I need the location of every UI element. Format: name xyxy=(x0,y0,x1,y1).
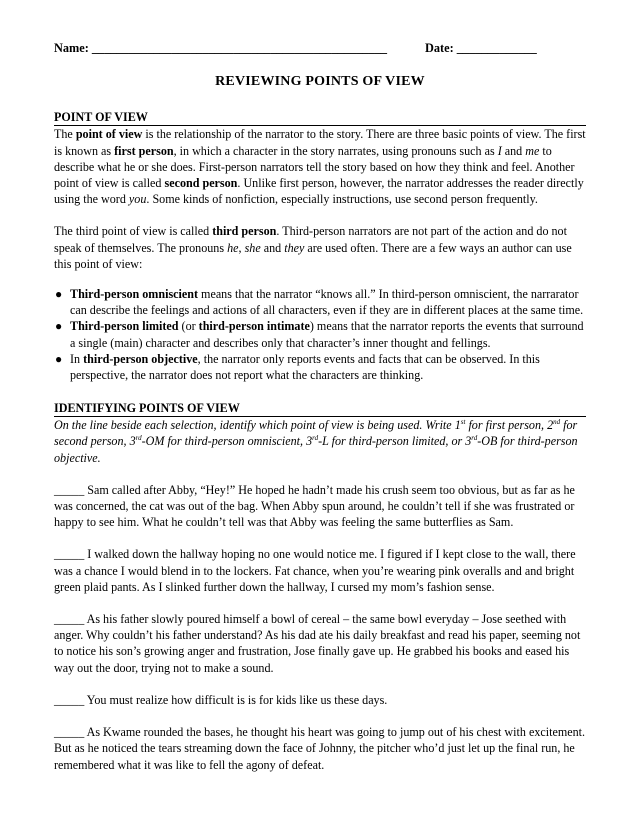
excerpt-5: _____ As Kwame rounded the bases, he thought his heart was going to jump out of his chest with excitement. But as he noticed the tears streaming down the face of Johnny, the pitcher who’d just let up the final run, he remembered what it was like to fell the agony of defeat. xyxy=(54,725,586,772)
bullet-limited xyxy=(54,318,586,350)
pov-paragraph-2 xyxy=(54,223,586,272)
excerpt-1: _____ Sam called after Abby, “Hey!” He hoped he hadn’t made his crush seem too obvious, but as far as he was concerned, the cat was out of the bag. When Abby spun around, he couldn’t tell if she was frustrated or happy to see him. What he couldn’t tell was that Abby was feeling the same butterflies as Sam. xyxy=(54,482,575,530)
text-run: -OB for third-person objective. xyxy=(54,434,578,465)
term-omniscient: Third-person omniscient xyxy=(70,287,199,302)
pronoun-she: she xyxy=(244,240,261,255)
text-run: means that the narrator “knows all.” In third-person omniscient, the narrarator can describe the feelings and actions of all characters, even if they are in different places at the same time. xyxy=(70,287,584,318)
ordinal-suffix: nd xyxy=(553,418,561,427)
text-run: . Some kinds of nonfiction, especially instructions, use second person frequently. xyxy=(146,192,538,207)
text-run: for second person, 3 xyxy=(54,418,578,449)
text-run: The xyxy=(54,127,76,142)
excerpt-4: _____ You must realize how difficult is is for kids like us these days. xyxy=(54,692,388,707)
date-field[interactable]: Date: _____________ xyxy=(425,41,537,55)
worksheet-page xyxy=(54,40,586,773)
term-third-person: third person xyxy=(212,224,277,239)
term-first-person: first person xyxy=(114,143,174,158)
excerpt-2: _____ I walked down the hallway hoping no one would notice me. I figured if I kept close to the wall, there was a chance I would blend in to the lockers. Fat chance, when you’re wearing pink overalls and and bright green plaid pants. As I slinked further down the hallway, I cursed my mom’s fashion sense. xyxy=(54,547,576,594)
bullet-objective xyxy=(54,351,586,383)
pronoun-he: he xyxy=(227,240,239,255)
pronoun-me: me xyxy=(525,143,540,158)
text-run: . Third-person narrators are not part of the action and do not speak of themselves. The pronouns xyxy=(54,224,567,255)
section-heading-point-of-view: POINT OF VIEW xyxy=(54,110,586,126)
text-run: , the narrator only reports events and facts that can be observed. In this perspective, the narrator does not report what the characters are thinking. xyxy=(70,351,540,383)
text-run: . Unlike first person, however, the narrator addresses the reader directly using the word xyxy=(54,176,584,207)
instructions xyxy=(54,417,586,466)
ordinal-suffix: st xyxy=(460,418,466,427)
text-run: and xyxy=(501,143,526,158)
pov-bullet-list xyxy=(54,286,586,383)
text-run: (or xyxy=(178,319,199,334)
pronoun-i: I xyxy=(497,143,502,158)
ordinal-suffix: rd xyxy=(471,434,478,443)
text-run: to describe what he or she does. First-person narrators tell the story based on how they think and feel. Another point of view is called xyxy=(54,143,575,191)
page-title: REVIEWING POINTS OF VIEW xyxy=(215,74,425,90)
term-objective: third-person objective xyxy=(83,351,198,366)
text-run: , xyxy=(238,240,245,255)
term-limited: Third-person limited xyxy=(70,319,179,334)
bullet-dot-icon: ● xyxy=(55,319,63,334)
text-run: In xyxy=(70,351,84,366)
text-run: is the relationship of the narrator to the story. There are three basic points of view. The first is known as xyxy=(54,127,586,158)
text-run: , in which a character in the story narrates, using pronouns such as xyxy=(173,143,498,158)
text-run: and xyxy=(260,240,285,255)
text-run: The third point of view is called xyxy=(54,224,213,239)
bullet-omniscient xyxy=(54,286,586,318)
text-run: ) means that the narrator reports the events that surround a single (main) character and describes only that character’s inner thought and fellings. xyxy=(70,319,584,350)
term-point-of-view: point of view xyxy=(75,127,143,142)
text-run: -L for third-person limited, or 3 xyxy=(318,434,472,449)
ordinal-suffix: rd xyxy=(135,434,142,443)
text-run: On the line beside each selection, identify which point of view is being used. Write 1 xyxy=(54,418,461,433)
term-intimate: third-person intimate xyxy=(198,319,310,334)
ordinal-suffix: rd xyxy=(312,434,319,443)
name-field[interactable]: Name: ________________________________________________ xyxy=(54,41,388,55)
pronoun-they: they xyxy=(284,240,305,255)
bullet-dot-icon: ● xyxy=(55,351,63,366)
text-run: -OM for third-person omniscient, 3 xyxy=(141,434,313,449)
text-run: for first person, 2 xyxy=(465,418,554,433)
pov-paragraph-1 xyxy=(54,126,586,207)
header-row xyxy=(54,40,586,56)
bullet-dot-icon: ● xyxy=(55,287,63,302)
term-second-person: second person xyxy=(164,176,238,191)
pronoun-you: you xyxy=(128,192,147,207)
excerpt-3: _____ As his father slowly poured himself a bowl of cereal – the same bowl everyday – Jose seethed with anger. Why couldn’t his father understand? As his dad ate his daily breakfast and read his paper, seeming not to notice his son’s growing anger and frustration, Jose finally gave up. He grabbed his books and eased his way out the door, trying not to make a sound. xyxy=(54,612,581,675)
section-heading-identifying: IDENTIFYING POINTS OF VIEW xyxy=(54,401,586,417)
text-run: are used often. There are a few ways an author can use this point of view: xyxy=(54,240,572,271)
